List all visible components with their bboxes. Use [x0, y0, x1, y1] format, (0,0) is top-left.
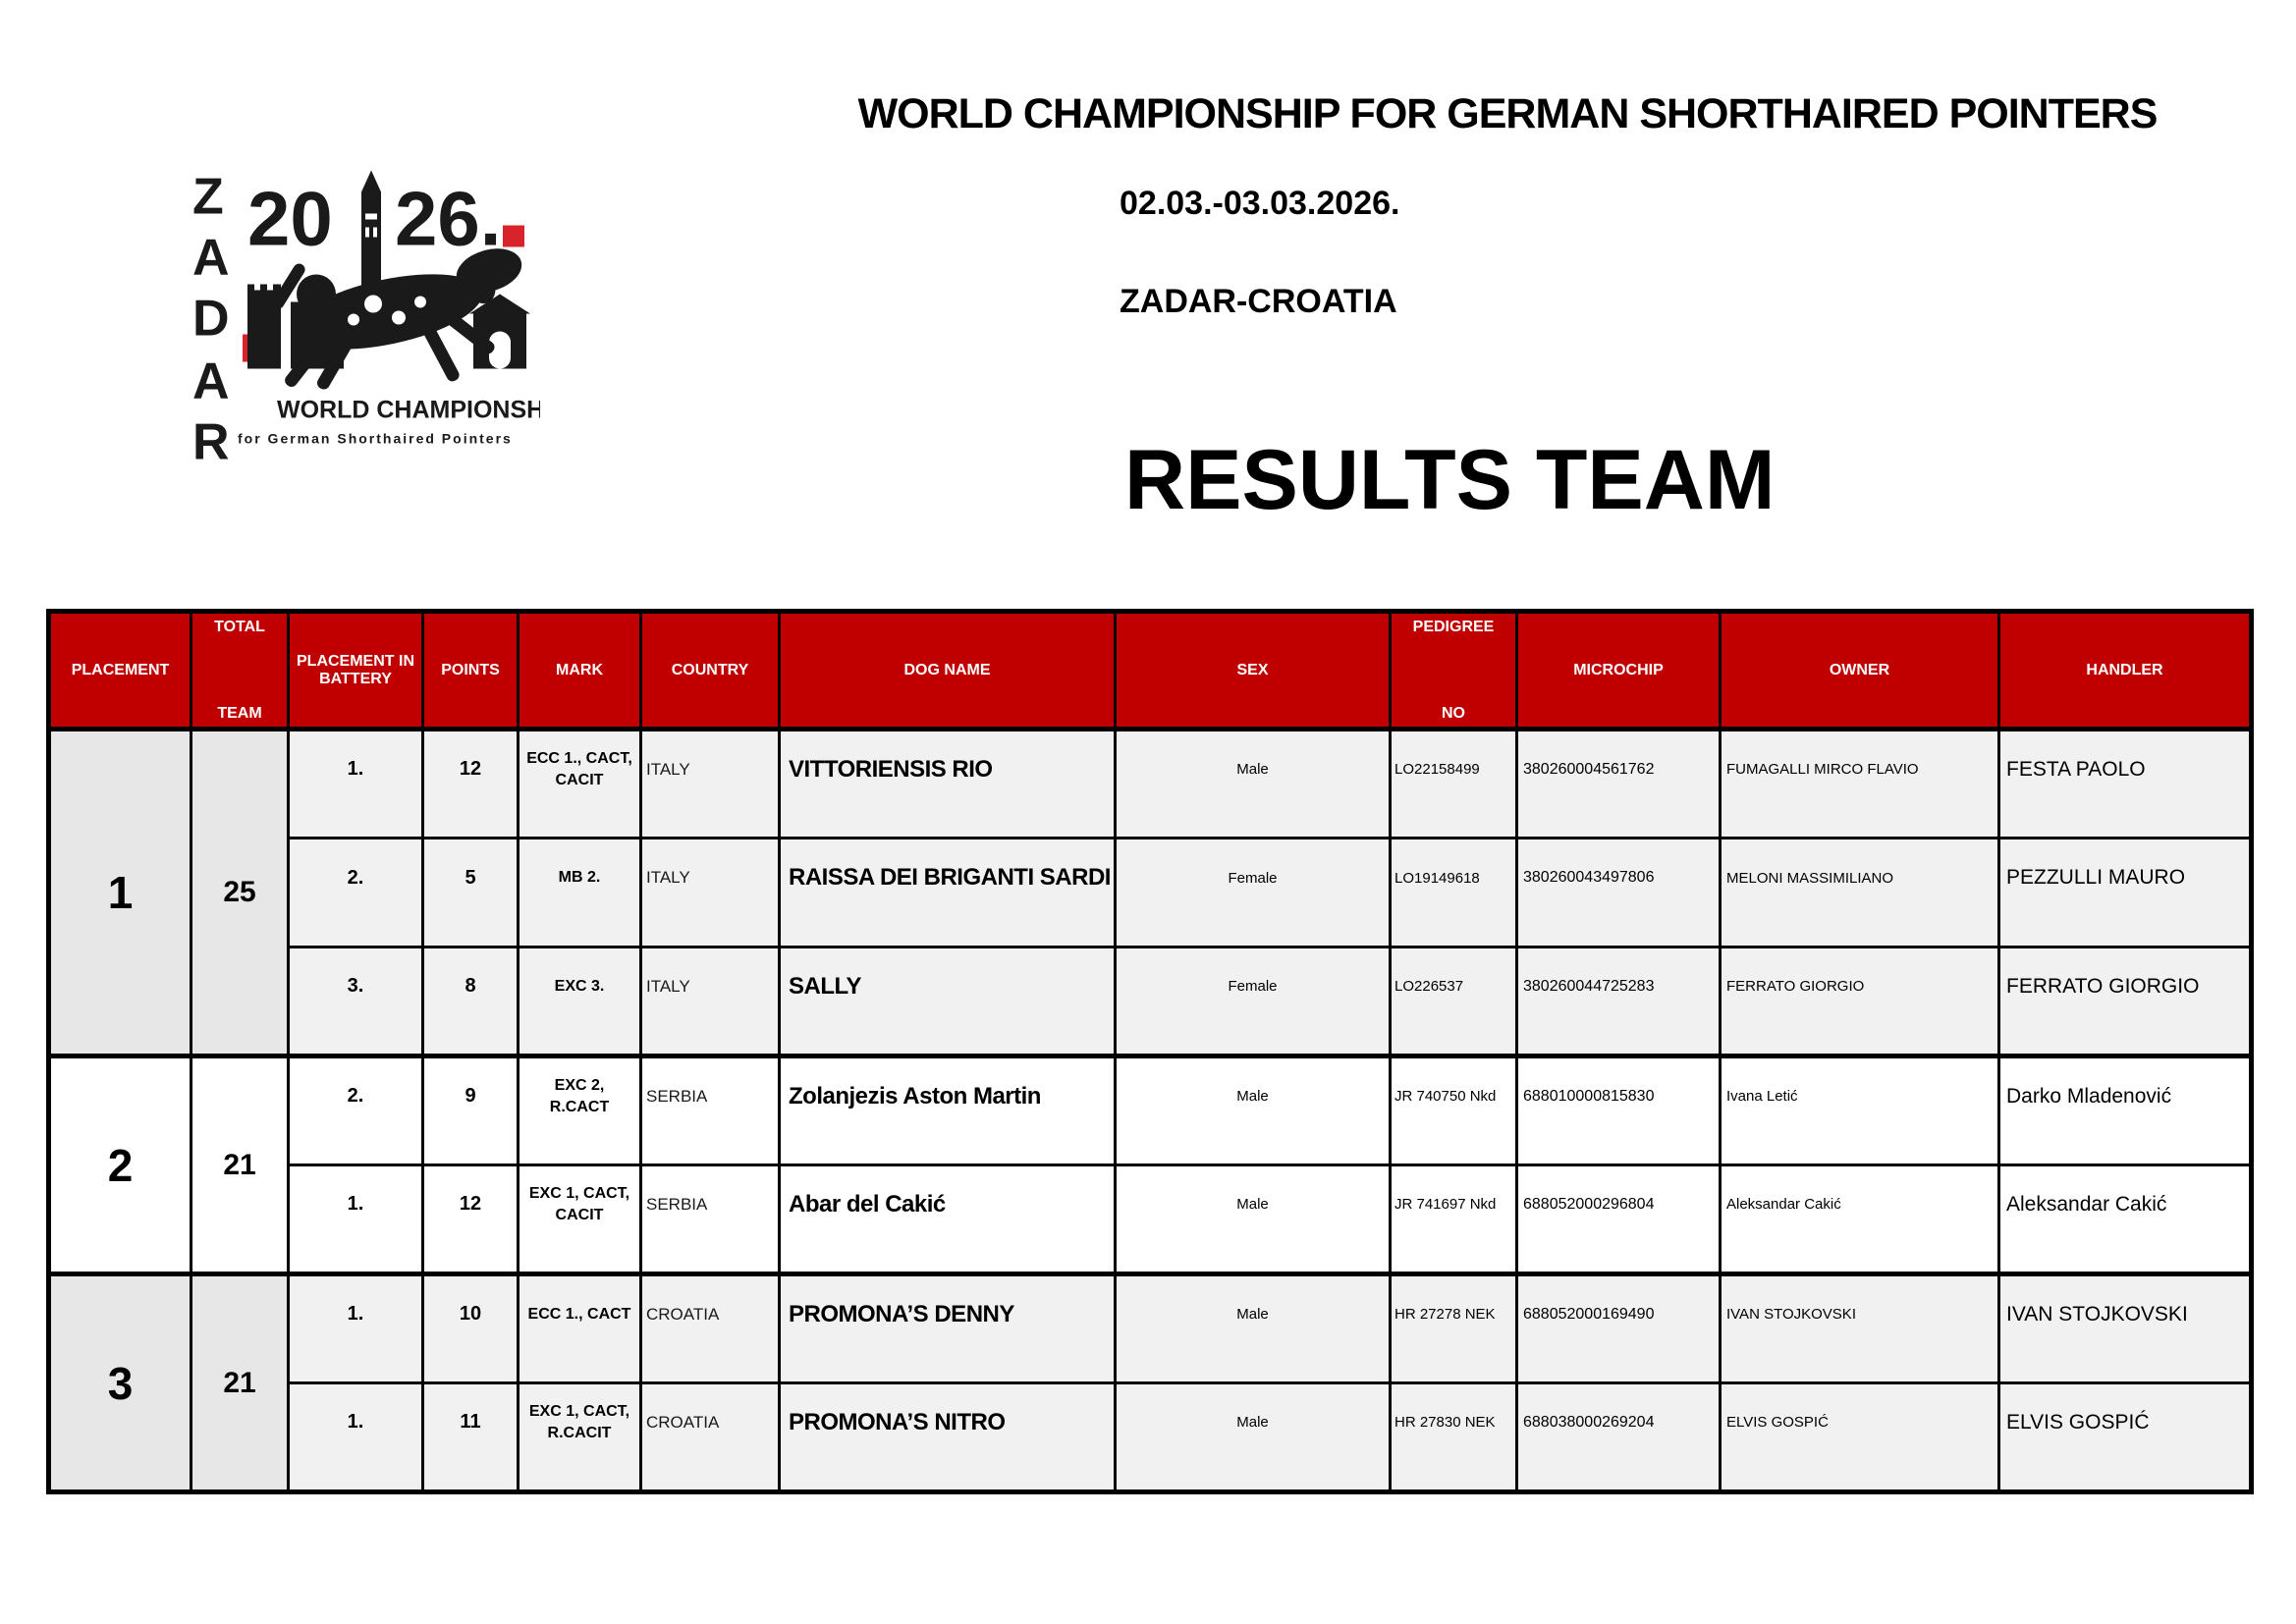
table-row: [49, 1383, 2252, 1492]
logo-year-26: 26.: [395, 175, 502, 262]
battery-placement-cell: 1.: [289, 730, 423, 839]
placement-cell: 3: [49, 1274, 191, 1492]
country-cell: CROATIA: [641, 1383, 780, 1492]
col-placement-in-battery: PLACEMENT IN BATTERY: [289, 612, 423, 730]
pedigree-no-cell: JR 741697 Nkd: [1391, 1165, 1517, 1274]
battery-placement-cell: 1.: [289, 1383, 423, 1492]
logo-line1: WORLD CHAMPIONSHIP: [277, 396, 540, 424]
dog-name-cell: VITTORIENSIS RIO: [780, 730, 1116, 839]
logo-letter-a1: A: [192, 229, 230, 287]
country-cell: SERBIA: [641, 1165, 780, 1274]
country-cell: CROATIA: [641, 1274, 780, 1383]
placement-cell: 2: [49, 1056, 191, 1274]
event-location: ZADAR-CROATIA: [1120, 283, 1397, 320]
dog-name-cell: RAISSA DEI BRIGANTI SARDI: [780, 839, 1116, 947]
results-table: [46, 609, 2254, 1494]
logo-letter-r: R: [192, 413, 230, 461]
results-title: RESULTS TEAM: [1124, 433, 1776, 527]
microchip-cell: 380260004561762: [1517, 730, 1721, 839]
owner-cell: Ivana Letić: [1721, 1056, 1999, 1165]
logo-line2: for German Shorthaired Pointers: [238, 430, 513, 447]
col-pedigree-bottom: NO: [1442, 704, 1465, 722]
table-header-row: [49, 612, 2252, 730]
battery-placement-cell: 1.: [289, 1274, 423, 1383]
col-points: POINTS: [423, 612, 519, 730]
col-total-team: [191, 612, 289, 730]
col-handler: HANDLER: [1999, 612, 2252, 730]
col-pedigree-top: PEDIGREE: [1412, 618, 1495, 635]
dog-name-cell: PROMONA’S NITRO: [780, 1383, 1116, 1492]
pedigree-no-cell: LO19149618: [1391, 839, 1517, 947]
placement-cell: 1: [49, 730, 191, 1056]
col-dog-name: DOG NAME: [780, 612, 1116, 730]
zadar-2026-logo-graphic: [187, 162, 540, 461]
sex-cell: Female: [1116, 839, 1391, 947]
pedigree-no-cell: HR 27278 NEK: [1391, 1274, 1517, 1383]
logo-year-20: 20: [247, 175, 333, 262]
logo-letter-d: D: [192, 290, 230, 348]
owner-cell: Aleksandar Cakić: [1721, 1165, 1999, 1274]
points-cell: 8: [423, 947, 519, 1056]
sex-cell: Male: [1116, 730, 1391, 839]
table-row: [49, 1165, 2252, 1274]
total-team-cell: 25: [191, 730, 289, 1056]
points-cell: 12: [423, 1165, 519, 1274]
dog-name-cell: PROMONA’S DENNY: [780, 1274, 1116, 1383]
page-title: WORLD CHAMPIONSHIP FOR GERMAN SHORTHAIRED POINTERS: [857, 90, 2158, 137]
points-cell: 11: [423, 1383, 519, 1492]
handler-cell: Aleksandar Cakić: [1999, 1165, 2252, 1274]
microchip-cell: 380260043497806: [1517, 839, 1721, 947]
logo-letter-a2: A: [192, 352, 230, 410]
table-row: [49, 839, 2252, 947]
battery-placement-cell: 3.: [289, 947, 423, 1056]
col-sex: SEX: [1116, 612, 1391, 730]
table-row: [49, 1274, 2252, 1383]
table-row: [49, 1056, 2252, 1165]
points-cell: 5: [423, 839, 519, 947]
microchip-cell: 688038000269204: [1517, 1383, 1721, 1492]
sex-cell: Male: [1116, 1274, 1391, 1383]
results-tbody: [49, 730, 2252, 1492]
sex-cell: Male: [1116, 1056, 1391, 1165]
total-team-cell: 21: [191, 1056, 289, 1274]
battery-placement-cell: 2.: [289, 839, 423, 947]
handler-cell: PEZZULLI MAURO: [1999, 839, 2252, 947]
owner-cell: FUMAGALLI MIRCO FLAVIO: [1721, 730, 1999, 839]
col-pedigree-no: [1391, 612, 1517, 730]
handler-cell: Darko Mladenović: [1999, 1056, 2252, 1165]
country-cell: ITALY: [641, 947, 780, 1056]
pedigree-no-cell: JR 740750 Nkd: [1391, 1056, 1517, 1165]
event-date: 02.03.-03.03.2026.: [1120, 185, 1400, 222]
dog-name-cell: SALLY: [780, 947, 1116, 1056]
handler-cell: ELVIS GOSPIĆ: [1999, 1383, 2252, 1492]
country-cell: ITALY: [641, 839, 780, 947]
dog-name-cell: Zolanjezis Aston Martin: [780, 1056, 1116, 1165]
col-owner: OWNER: [1721, 612, 1999, 730]
logo-red-square-top: [503, 226, 524, 247]
col-total-bottom: TEAM: [217, 704, 262, 722]
owner-cell: MELONI MASSIMILIANO: [1721, 839, 1999, 947]
col-microchip: MICROCHIP: [1517, 612, 1721, 730]
microchip-cell: 688052000169490: [1517, 1274, 1721, 1383]
sex-cell: Male: [1116, 1165, 1391, 1274]
microchip-cell: 688010000815830: [1517, 1056, 1721, 1165]
mark-cell: ECC 1., CACT: [519, 1274, 641, 1383]
microchip-cell: 688052000296804: [1517, 1165, 1721, 1274]
country-cell: SERBIA: [641, 1056, 780, 1165]
col-placement: PLACEMENT: [49, 612, 191, 730]
sex-cell: Female: [1116, 947, 1391, 1056]
handler-cell: FERRATO GIORGIO: [1999, 947, 2252, 1056]
dog-name-cell: Abar del Cakić: [780, 1165, 1116, 1274]
points-cell: 9: [423, 1056, 519, 1165]
logo-bell-tower: [361, 171, 381, 300]
points-cell: 10: [423, 1274, 519, 1383]
sex-cell: Male: [1116, 1383, 1391, 1492]
table-row: [49, 947, 2252, 1056]
owner-cell: IVAN STOJKOVSKI: [1721, 1274, 1999, 1383]
total-team-cell: 21: [191, 1274, 289, 1492]
col-total-top: TOTAL: [214, 618, 265, 635]
pedigree-no-cell: LO22158499: [1391, 730, 1517, 839]
country-cell: ITALY: [641, 730, 780, 839]
points-cell: 12: [423, 730, 519, 839]
owner-cell: FERRATO GIORGIO: [1721, 947, 1999, 1056]
table-row: [49, 730, 2252, 839]
pedigree-no-cell: LO226537: [1391, 947, 1517, 1056]
mark-cell: EXC 1, CACT, R.CACIT: [519, 1383, 641, 1492]
mark-cell: ECC 1., CACT, CACIT: [519, 730, 641, 839]
handler-cell: FESTA PAOLO: [1999, 730, 2252, 839]
handler-cell: IVAN STOJKOVSKI: [1999, 1274, 2252, 1383]
pedigree-no-cell: HR 27830 NEK: [1391, 1383, 1517, 1492]
microchip-cell: 380260044725283: [1517, 947, 1721, 1056]
owner-cell: ELVIS GOSPIĆ: [1721, 1383, 1999, 1492]
mark-cell: MB 2.: [519, 839, 641, 947]
col-country: COUNTRY: [641, 612, 780, 730]
logo-letter-z: Z: [192, 168, 224, 226]
mark-cell: EXC 2, R.CACT: [519, 1056, 641, 1165]
mark-cell: EXC 3.: [519, 947, 641, 1056]
mark-cell: EXC 1, CACT, CACIT: [519, 1165, 641, 1274]
col-mark: MARK: [519, 612, 641, 730]
event-logo: [187, 162, 540, 461]
battery-placement-cell: 1.: [289, 1165, 423, 1274]
battery-placement-cell: 2.: [289, 1056, 423, 1165]
